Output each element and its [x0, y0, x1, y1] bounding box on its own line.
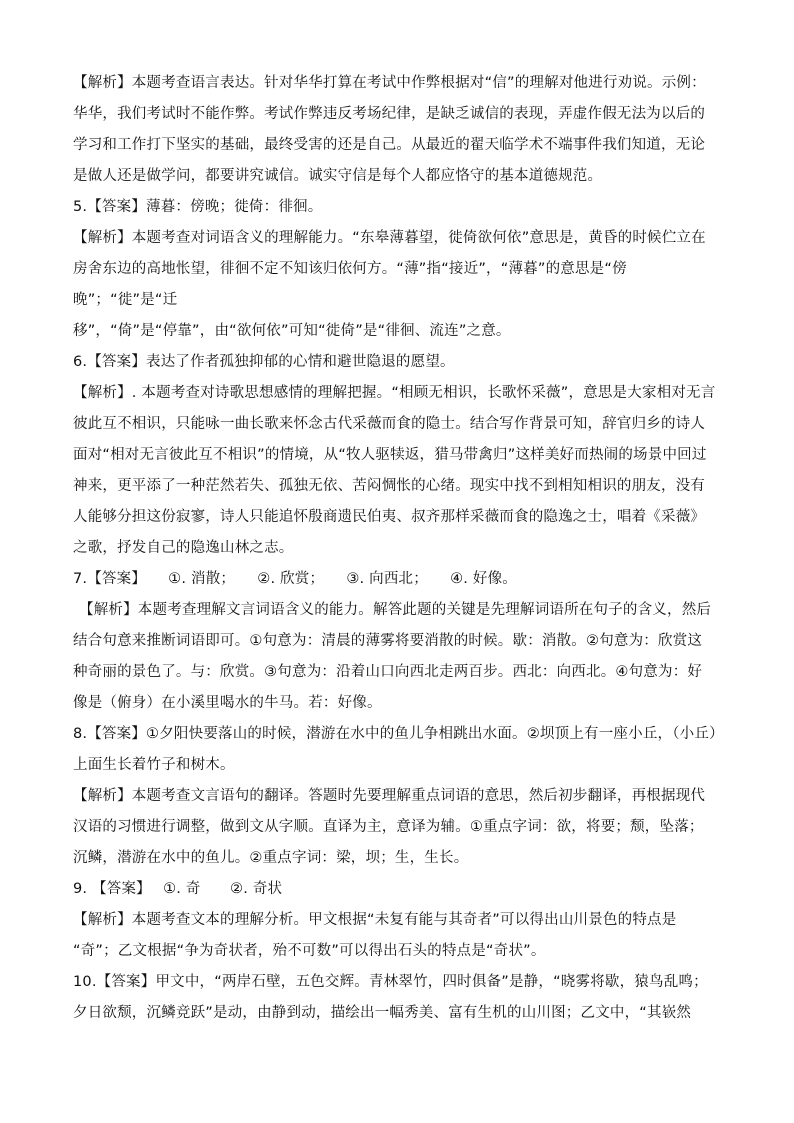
text-line: 像是（俯身）在小溪里喝水的牛马。若：好像。 — [73, 695, 382, 711]
text-line: 结合句意来推断词语即可。①句意为：清晨的薄雾将要消散的时候。歇：消散。②句意为：欣赏这 — [73, 633, 703, 649]
text-line: 7.【答案】 ①. 消散； ②. 欣赏； ③. 向西北； ④. 好像。 — [73, 571, 518, 587]
text-line: 10.【答案】甲文中，“两岸石壁，五色交辉。青林翠竹，四时俱备”是静，“晓雾将歇，猿鸟乱鸣； — [73, 974, 708, 990]
text-line: 华华，我们考试时不能作弊。考试作弊违反考场纪律，是缺乏诚信的表现，弄虚作假无法为以后的 — [73, 106, 706, 122]
text-line: 【解析】本题考查理解文言词语含义的能力。解答此题的关键是先理解词语所在句子的含义，然后 — [79, 602, 712, 618]
text-line: 夕日欲颓，沉鳞竞跃”是动，由静到动，描绘出一幅秀美、富有生机的山川图；乙文中，“其嵚然 — [73, 1005, 692, 1021]
text-line: 移”，“倚”是“停靠”，由“欲何依”可知“徙倚”是“徘徊、流连”之意。 — [73, 323, 511, 339]
text-line: 【解析】本题考查文言语句的翻译。答题时先要理解重点词语的意思，然后初步翻译，再根据现代 — [73, 788, 706, 804]
text-line: 彼此互不相识，只能咏一曲长歌来怀念古代采薇而食的隐士。结合写作背景可知，辞官归乡的诗人 — [73, 416, 706, 432]
text-line: 上面生长着竹子和树木。 — [73, 757, 235, 773]
text-line: 之歌，抒发自己的隐逸山林之志。 — [73, 540, 294, 556]
text-line: 房舍东边的高地怅望，徘徊不定不知该归依何方。“薄”指“接近”，“薄暮”的意思是“傍晚”；“徙”是“迁 — [73, 261, 627, 308]
text-line: 【解析】本题考查语言表达。针对华华打算在考试中作弊根据对“信”的理解对他进行劝说。示例： — [73, 75, 706, 91]
text-line: 6.【答案】表达了作者孤独抑郁的心情和避世隐退的愿望。 — [73, 354, 455, 370]
answer-text-body — [73, 68, 723, 1029]
text-line: 【解析】本题考查文本的理解分析。甲文根据“未复有能与其奇者”可以得出山川景色的特点是 — [73, 912, 677, 928]
text-line: 汉语的习惯进行调整，做到文从字顺。直译为主，意译为辅。①重点字词：欲，将要；颓，坠落； — [73, 819, 704, 835]
text-line: 种奇丽的景色了。与：欣赏。③句意为：沿着山口向西北走两百步。西北：向西北。④句意为：好 — [73, 664, 703, 680]
text-line: 沉鳞，潜游在水中的鱼儿。②重点字词：梁，坝；生，生长。 — [73, 850, 469, 866]
text-line: “奇”；乙文根据“争为奇状者，殆不可数”可以得出石头的特点是“奇状”。 — [73, 943, 546, 959]
text-line: 【解析】. 本题考查对诗歌思想感情的理解把握。“相顾无相识，长歌怀采薇”，意思是大家相对无言 — [73, 385, 716, 401]
text-line: 学习和工作打下坚实的基础，最终受害的还是自己。从最近的翟天临学术不端事件我们知道，无论 — [73, 137, 706, 153]
text-line: 是做人还是做学问，都要讲究诚信。诚实守信是每个人都应恪守的基本道德规范。 — [73, 168, 603, 184]
text-line: 9. 【答案】 ①. 奇 ②. 奇状 — [73, 881, 283, 897]
text-line: 面对“相对无言彼此互不相识”的情境，从“牧人驱犊返，猎马带禽归”这样美好而热闹的场景中回过 — [73, 447, 707, 463]
text-line: 神来，更平添了一种茫然若失、孤独无依、苦闷惆怅的心绪。现实中找不到相知相识的朋友，没有 — [73, 478, 706, 494]
text-line: 【解析】本题考查对词语含义的理解能力。“东皋薄暮望，徙倚欲何依”意思是，黄昏的时候伫立在 — [73, 230, 706, 246]
text-line: 8.【答案】①夕阳快要落山的时候，潜游在水中的鱼儿争相跳出水面。②坝顶上有一座小丘，（小丘） — [73, 726, 724, 742]
text-line: 5.【答案】薄暮：傍晚；徙倚：徘徊。 — [73, 199, 323, 215]
text-line: 人能够分担这份寂寥，诗人只能追怀殷商遗民伯夷、叔齐那样采薇而食的隐逸之士，唱着《采薇》 — [73, 509, 706, 525]
